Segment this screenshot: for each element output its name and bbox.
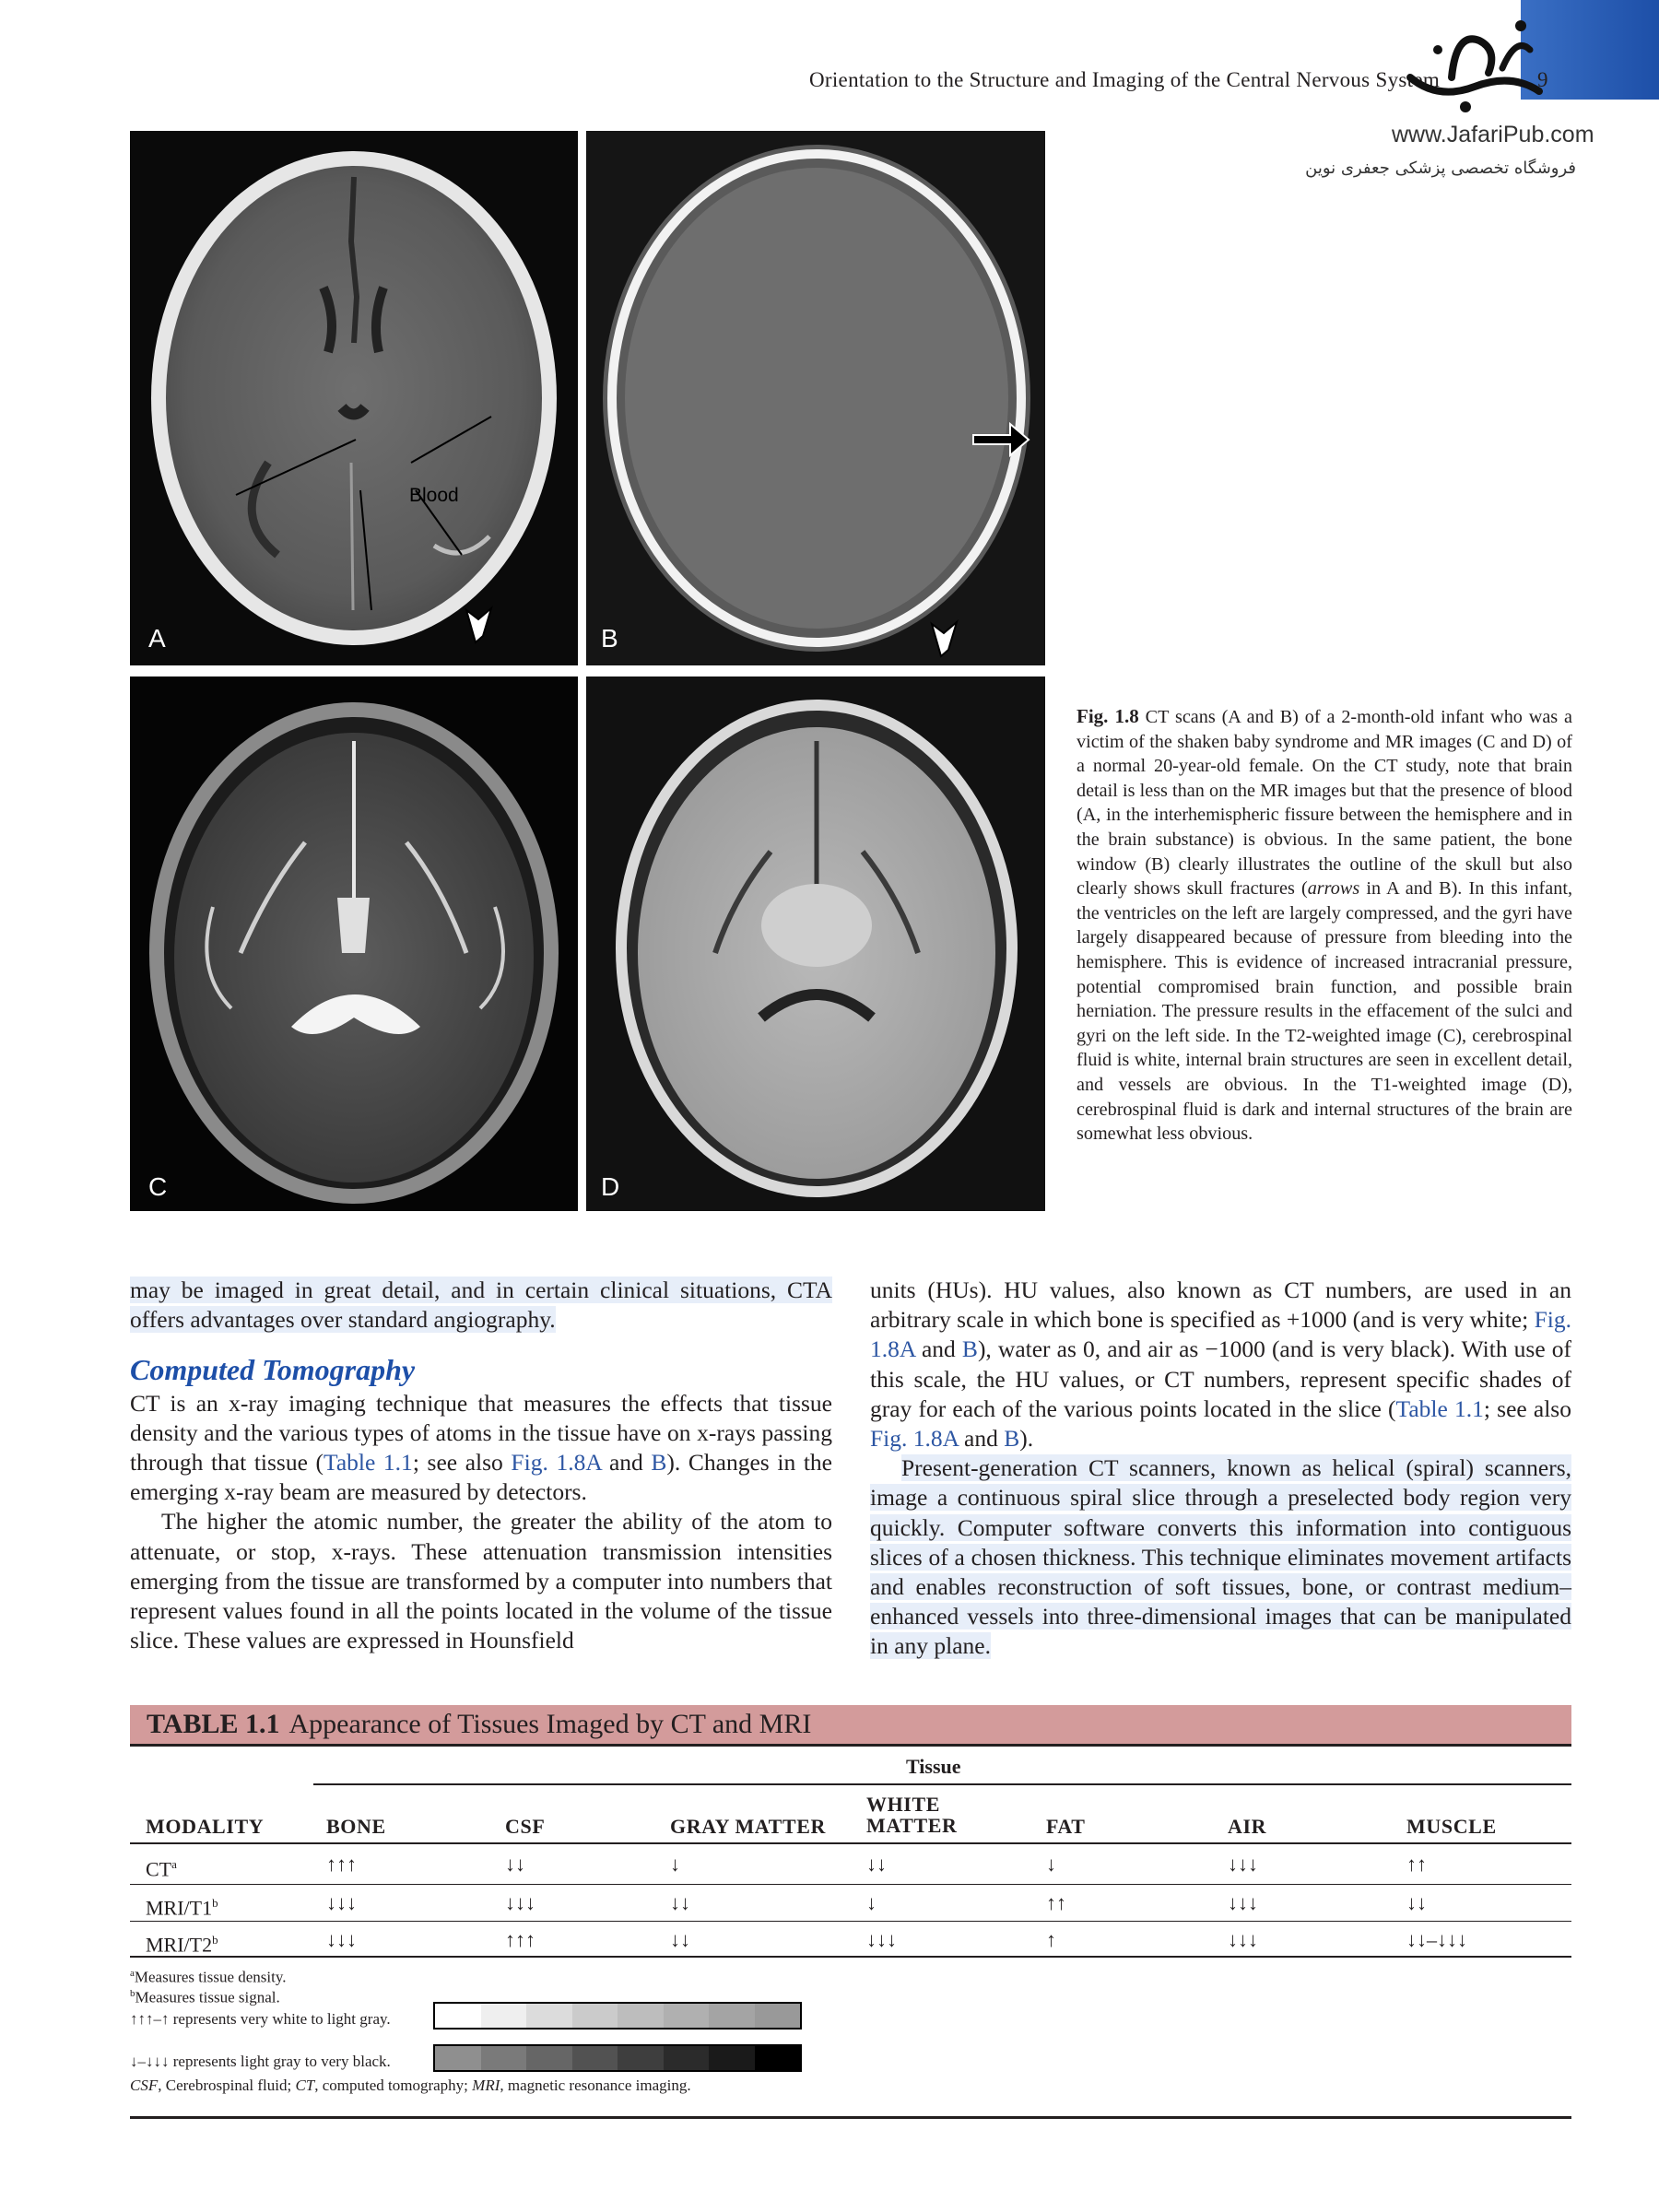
table-cell: ↑↑↑ xyxy=(326,1853,357,1876)
logo-calligraphy-icon xyxy=(1401,13,1548,114)
row-divider xyxy=(130,1921,1571,1922)
row-divider xyxy=(130,1884,1571,1885)
abbreviations: CSF, Cerebrospinal fluid; CT, computed tomography; MRI, magnetic resonance imaging. xyxy=(130,2077,691,2094)
footnote-a: $^a$Measures tissue density. xyxy=(130,1968,287,1986)
table-cell: ↑↑↑ xyxy=(505,1928,535,1951)
figure-link[interactable]: B xyxy=(961,1335,978,1363)
paragraph: units (HUs). HU values, also known as CT numbers, are used in an arbitrary scale in which bone is specified as +1000 (and is very white; Fig. 1.8A and B), water as 0, and air as −1000 (and is very black). With use of this scale, the HU values, or CT numbers, represent specific shades of gray for each of the various points located in the slice (Table 1.1; see also Fig. 1.8A and B). xyxy=(870,1277,1571,1453)
column-header: MODALITY xyxy=(146,1815,265,1838)
row-modality: $CT^a$ xyxy=(146,1857,177,1881)
highlighted-text: may be imaged in great detail, and in certain clinical situations, CTA offers advantages over standard angiography. xyxy=(130,1277,832,1334)
dark-gray-scale xyxy=(433,2044,802,2072)
gray-swatch xyxy=(709,2046,755,2070)
panel-label-c: C xyxy=(148,1172,168,1201)
gray-swatch xyxy=(481,2004,527,2028)
logo-persian-text: فروشگاه تخصصی پزشکی جعفری نوین xyxy=(1305,159,1576,178)
legend-up-text: ↑↑↑–↑ represents very white to light gray. xyxy=(130,2010,391,2028)
table-cell: ↓↓↓ xyxy=(866,1928,897,1951)
table-cell: ↓↓↓ xyxy=(505,1891,535,1914)
gray-swatch xyxy=(664,2004,710,2028)
table-title: Appearance of Tissues Imaged by CT and MRI xyxy=(288,1709,812,1739)
mri-t1-image xyxy=(586,677,1045,1211)
page-bottom-rule xyxy=(130,2116,1571,2119)
table-title-bar xyxy=(130,1705,1571,1747)
column-header: FAT xyxy=(1046,1815,1086,1838)
figure-panel-b xyxy=(586,131,1045,665)
table-group-header: Tissue xyxy=(906,1755,961,1778)
footnote-b: $^b$Measures tissue signal. xyxy=(130,1988,280,2006)
figure-link[interactable]: Fig. 1.8A xyxy=(870,1425,959,1453)
figure-panel-d xyxy=(586,677,1045,1211)
gray-swatch xyxy=(618,2046,664,2070)
table-cell: ↑ xyxy=(1046,1928,1056,1951)
table-cell: ↓↓↓ xyxy=(326,1891,357,1914)
ct-brain-image xyxy=(130,131,578,665)
column-header: GRAY MATTER xyxy=(670,1815,826,1838)
light-gray-scale xyxy=(433,2002,802,2030)
gray-swatch xyxy=(618,2004,664,2028)
table-cell: ↓↓–↓↓↓ xyxy=(1406,1928,1467,1951)
gray-swatch xyxy=(481,2046,527,2070)
table-cell: ↑↑ xyxy=(1406,1853,1427,1876)
table-link[interactable]: Table 1.1 xyxy=(1395,1394,1484,1422)
gray-swatch xyxy=(664,2046,710,2070)
table-cell: ↓↓↓ xyxy=(1228,1928,1258,1951)
table-cell: ↓↓ xyxy=(866,1853,887,1876)
caption-text-cont: in A and B). In this infant, the ventricles on the left are largely compressed, and the gyri have largely disappeared because of pressure from bleeding into the hemisphere. This is evidence of increased intracranial pressure, potential compromised brain function, and possible brain herniation. The pressure results in the effacement of the sulci and gyri on the left side. In the T2-weighted image (C), cerebrospinal fluid is white, internal brain structures are seen in excellent detail, and vessels are obvious. In the T1-weighted image (D), cerebrospinal fluid is dark and internal structures of the brain are somewhat less obvious. xyxy=(1077,878,1572,1145)
table-cell: ↑↑ xyxy=(1046,1891,1066,1914)
table-cell: ↓↓ xyxy=(670,1928,690,1951)
gray-swatch xyxy=(755,2004,801,2028)
table-cell: ↓↓↓ xyxy=(1228,1853,1258,1876)
table-cell: ↓ xyxy=(866,1891,877,1914)
caption-italic: arrows xyxy=(1307,878,1360,900)
figure-panel-c xyxy=(130,677,578,1211)
running-head: Orientation to the Structure and Imaging of the Central Nervous System xyxy=(809,68,1441,91)
column-header: BONE xyxy=(326,1815,386,1838)
gray-swatch xyxy=(435,2004,481,2028)
page-number: 9 xyxy=(1537,68,1548,91)
section-heading: Computed Tomography xyxy=(130,1353,416,1387)
column-header: MUSCLE xyxy=(1406,1815,1497,1838)
table-cell: ↓↓ xyxy=(1406,1891,1427,1914)
caption-label: Fig. 1.8 xyxy=(1077,705,1139,727)
panel-label-b: B xyxy=(601,624,618,653)
row-modality: MRI/T1$^b$ xyxy=(146,1896,218,1920)
table-cell: ↓ xyxy=(670,1853,680,1876)
legend-down-text: ↓–↓↓↓ represents light gray to very black. xyxy=(130,2053,391,2070)
row-modality: MRI/T2$^b$ xyxy=(146,1933,218,1957)
caption-text: CT scans (A and B) of a 2-month-old infant who was a victim of the shaken baby syndrome and MR images (C and D) of a normal 20-year-old female. On the CT study, note that brain detail is less than on the MR images but that the presence of blood (A, in the interhemispheric fissure between the hemisphere and in the brain substance) is obvious. In the same patient, the bone window (B) clearly illustrates the outline of the skull but also clearly shows skull fractures ( xyxy=(1077,707,1573,900)
table-cell: ↓ xyxy=(1046,1853,1056,1876)
ct-bone-window-image xyxy=(586,131,1045,665)
publisher-logo xyxy=(1305,13,1604,188)
table-cell: ↓↓↓ xyxy=(326,1928,357,1951)
figure-panel-a xyxy=(130,131,578,665)
gray-swatch xyxy=(572,2046,618,2070)
gray-swatch xyxy=(435,2046,481,2070)
paragraph xyxy=(870,1453,1571,1661)
gray-swatch xyxy=(526,2046,572,2070)
group-header-rule xyxy=(313,1783,1571,1785)
panel-label-a: A xyxy=(148,624,166,653)
figure-caption xyxy=(1077,704,1572,1147)
table-cell: ↓↓ xyxy=(670,1891,690,1914)
right-column xyxy=(870,1276,1571,1662)
column-header: AIR xyxy=(1228,1815,1267,1838)
left-column xyxy=(130,1276,832,1655)
highlighted-text: Present-generation CT scanners, known as helical (spiral) scanners, image a continuous spiral slice through a preselected body region very quickly. Computer software converts this information into contiguous slices of a chosen thickness. This technique eliminates movement artifacts and enables reconstruction of soft tissues, bone, or contrast medium–enhanced vessels into three-dimensional images that can be manipulated in any plane. xyxy=(870,1454,1571,1660)
paragraph xyxy=(130,1276,832,1335)
gray-swatch xyxy=(755,2046,801,2070)
panel-label-d: D xyxy=(601,1172,620,1201)
table-cell: ↓↓ xyxy=(505,1853,525,1876)
mri-t2-image xyxy=(130,677,578,1211)
table-link[interactable]: Table 1.1 xyxy=(324,1449,413,1477)
column-header: WHITE MATTER xyxy=(866,1793,958,1837)
table-cell: ↓↓↓ xyxy=(1228,1891,1258,1914)
table-bottom-rule xyxy=(130,1956,1571,1958)
blood-annotation: Blood xyxy=(409,485,459,506)
table-label: TABLE 1.1 xyxy=(147,1709,280,1739)
figure-link[interactable]: B xyxy=(651,1449,667,1477)
paragraph: The higher the atomic number, the greater the ability of the atom to attenuate, or stop, x-rays. These attenuation transmission intensities emerging from the tissue are transformed by a computer into numbers that represent values found in all the points located in the volume of the tissue slice. These values are expressed in Hounsfield xyxy=(130,1508,832,1654)
figure-link[interactable]: Fig. 1.8A xyxy=(870,1306,1571,1363)
figure-link[interactable]: B xyxy=(1004,1425,1020,1453)
paragraph: CT is an x-ray imaging technique that measures the effects that tissue density and the various types of atoms in the tissue have on x-rays passing through that tissue (Table 1.1; see also Fig. 1.8A and B). Changes in the emerging x-ray beam are measured by detectors. xyxy=(130,1389,832,1506)
logo-url[interactable]: www.JafariPub.com xyxy=(1392,122,1594,147)
gray-swatch xyxy=(709,2004,755,2028)
gray-swatch xyxy=(526,2004,572,2028)
gray-swatch xyxy=(572,2004,618,2028)
figure-link[interactable]: Fig. 1.8A xyxy=(511,1449,602,1477)
header-rule xyxy=(130,1842,1571,1844)
column-header: CSF xyxy=(505,1815,546,1838)
